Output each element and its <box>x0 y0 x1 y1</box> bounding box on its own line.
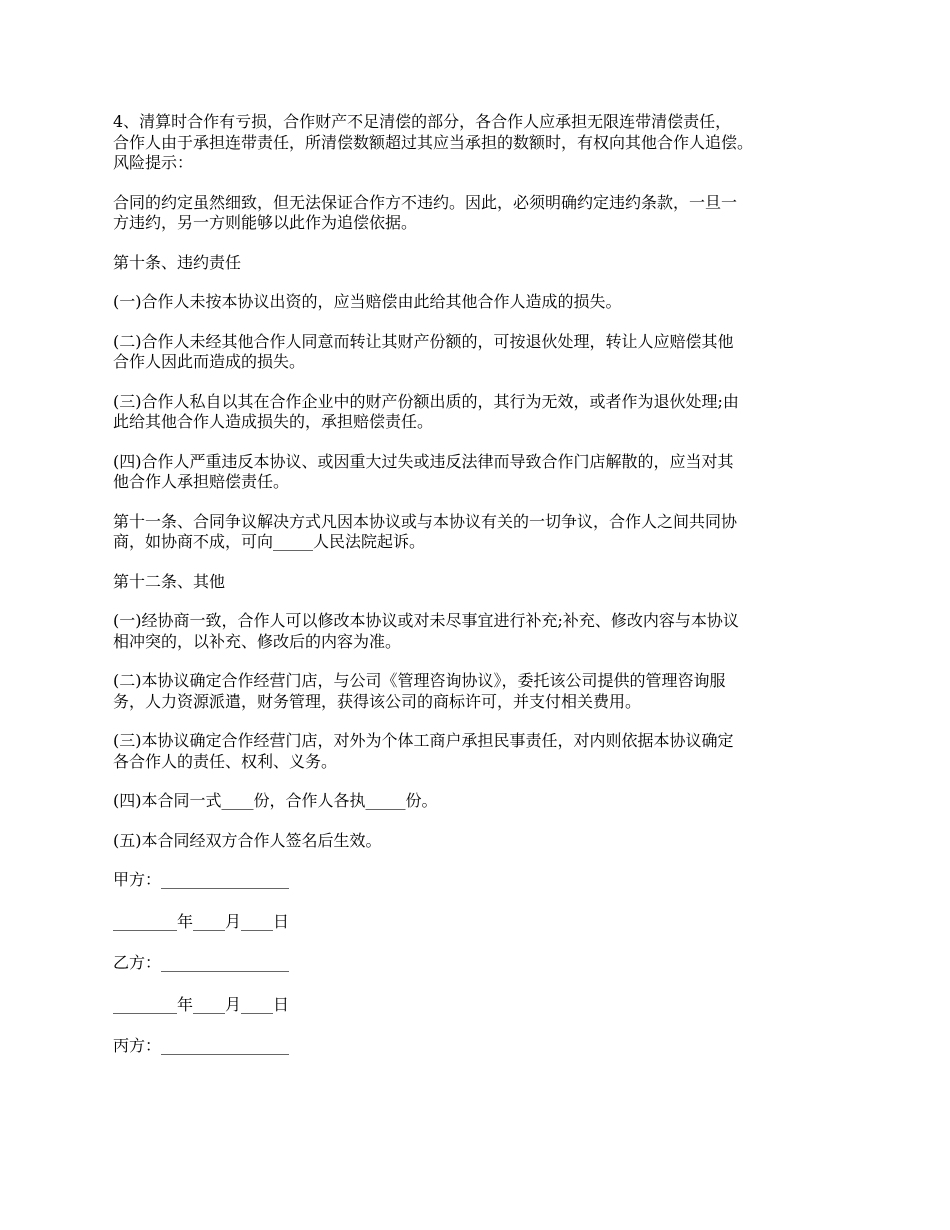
party-b-signature: 乙方：________________ <box>113 953 290 972</box>
text-line: 商，如协商不成，可向_____人民法院起诉。 <box>113 532 426 551</box>
text-line: 第十条、违约责任 <box>113 252 242 272</box>
text-line: 此给其他合作人造成损失的，承担赔偿责任。 <box>113 412 434 431</box>
article-12-item-2 <box>113 671 858 712</box>
article-10-item-2 <box>113 332 858 373</box>
article-10-item-4 <box>113 452 858 493</box>
text-line: 第十一条、合同争议解决方式凡因本协议或与本协议有关的一切争议，合作人之间共同协 <box>113 511 738 531</box>
text-line: 合作人因此而造成的损失。 <box>113 352 306 371</box>
party-a-signature: 甲方：________________ <box>113 870 290 889</box>
article-10-heading <box>113 253 858 274</box>
article-12-item-5 <box>113 831 858 852</box>
text-line: 4、清算时合作有亏损，合作财产不足清偿的部分，各合作人应承担无限连带清偿责任， <box>113 112 732 131</box>
text-line: (一)合作人未按本协议出资的，应当赔偿由此给其他合作人造成的损失。 <box>113 292 622 311</box>
party-b-date: ________年____月____日 <box>113 994 290 1014</box>
text-line: (三)本协议确定合作经营门店，对外为个体工商户承担民事责任，对内则依据本协议确定 <box>113 731 734 750</box>
text-line: 相冲突的，以补充、修改后的内容为准。 <box>113 631 402 651</box>
text-line: (四)合作人严重违反本协议、或因重大过失或违反法律而导致合作门店解散的，应当对其 <box>113 451 734 471</box>
text-line: 第十二条、其他 <box>113 571 226 591</box>
text-line: (四)本合同一式____份，合作人各执_____份。 <box>113 791 438 810</box>
text-line: 合同的约定虽然细致，但无法保证合作方不违约。因此，必须明确约定违约条款，一旦一 <box>113 192 738 212</box>
article-12-item-1 <box>113 611 858 652</box>
party-a-date: ________年____月____日 <box>113 911 290 931</box>
article-12-item-4 <box>113 791 858 812</box>
text-line: 他合作人承担赔偿责任。 <box>113 472 290 491</box>
text-line: (一)经协商一致，合作人可以修改本协议或对未尽事宜进行补充;补充、修改内容与本协议 <box>113 611 739 630</box>
text-line: (二)合作人未经其他合作人同意而转让其财产份额的，可按退伙处理，转让人应赔偿其他 <box>113 331 734 351</box>
risk-note <box>113 193 858 234</box>
article-11 <box>113 512 858 553</box>
text-line: (五)本合同经双方合作人签名后生效。 <box>113 830 382 850</box>
article-10-item-1 <box>113 292 858 313</box>
document-page <box>113 112 858 1078</box>
article-12-heading <box>113 572 858 593</box>
text-line: 合作人由于承担连带责任，所清偿数额超过其应当承担的数额时，有权向其他合作人追偿。 <box>113 132 754 152</box>
text-line: (三)合作人私自以其在合作企业中的财产份额出质的，其行为无效，或者作为退伙处理;由 <box>113 391 739 411</box>
text-line: 风险提示： <box>113 153 194 172</box>
article-12-item-3 <box>113 731 858 772</box>
text-line: 各合作人的责任、权利、义务。 <box>113 751 338 771</box>
text-line: 务，人力资源派遣，财务管理，获得该公司的商标许可，并支付相关费用。 <box>113 691 642 711</box>
article-10-item-3 <box>113 392 858 433</box>
clause-settlement-loss <box>113 112 858 174</box>
text-line: (二)本协议确定合作经营门店，与公司《管理咨询协议》，委托该公司提供的管理咨询服 <box>113 671 726 690</box>
party-c-signature: 丙方：________________ <box>113 1036 290 1055</box>
text-line: 方违约，另一方则能够以此作为追偿依据。 <box>113 213 418 232</box>
